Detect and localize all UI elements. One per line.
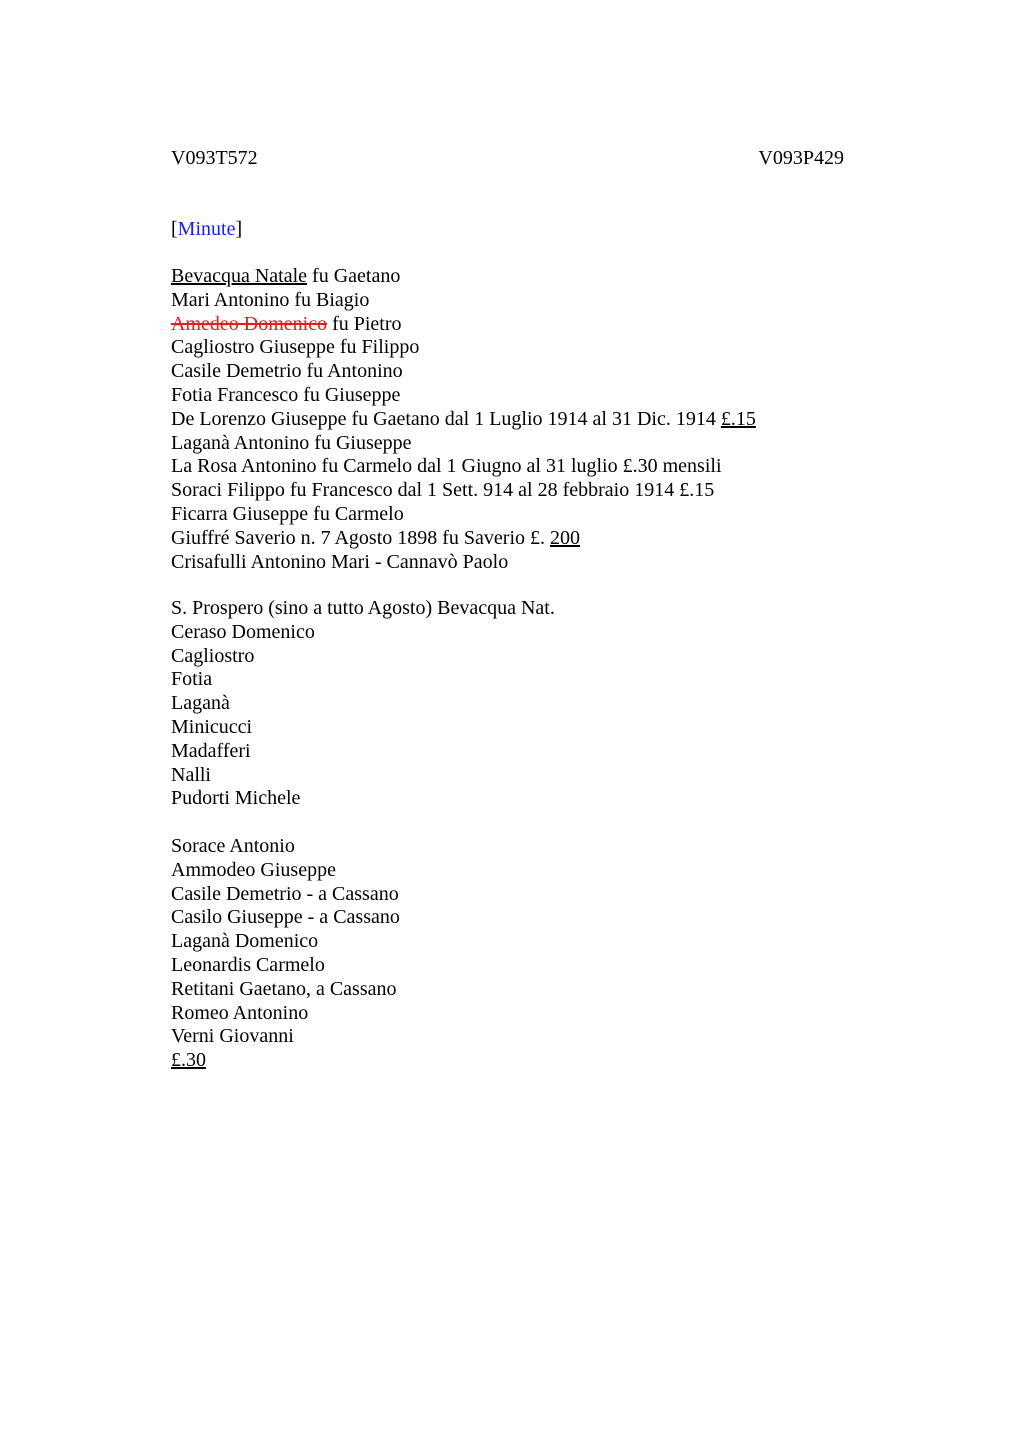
underlined-amount: £.15 — [720, 407, 756, 430]
tag-close-bracket: ] — [235, 218, 243, 240]
list-item: Retitani Gaetano, a Cassano — [171, 977, 397, 1000]
struck-name: Amedeo Domenico — [171, 312, 328, 335]
list-item-text: fu Pietro — [327, 312, 402, 335]
list-item: Laganà Antonino fu Giuseppe — [171, 431, 412, 454]
list-item — [171, 313, 756, 337]
list-item: Mari Antonino fu Biagio — [171, 288, 370, 311]
list-item: S. Prospero (sino a tutto Agosto) Bevacqua Nat. — [171, 597, 555, 619]
list-item: Cagliostro — [171, 644, 255, 667]
names-list-second — [171, 597, 555, 811]
list-item: Fotia Francesco fu Giuseppe — [171, 383, 401, 406]
list-item: Verni Giovanni — [171, 1025, 294, 1048]
underlined-amount: 200 — [550, 526, 581, 549]
list-item: Crisafulli Antonino Mari - Cannavò Paolo — [171, 550, 509, 573]
list-item: La Rosa Antonino fu Carmelo dal 1 Giugno al 31 luglio £.30 mensili — [171, 455, 722, 478]
underlined-total: £.30 — [171, 1049, 206, 1072]
list-item: Casilo Giuseppe - a Cassano — [171, 906, 400, 929]
list-item: Ficarra Giuseppe fu Carmelo — [171, 502, 404, 525]
tag-label: Minute — [177, 218, 236, 240]
names-list-third — [171, 835, 400, 1073]
list-item: Ammodeo Giuseppe — [171, 858, 336, 881]
list-item-text: fu Gaetano — [307, 265, 401, 287]
list-item: Nalli — [171, 763, 211, 786]
list-item: Ceraso Domenico — [171, 620, 315, 643]
list-item: Casile Demetrio fu Antonino — [171, 360, 403, 383]
list-item: Sorace Antonio — [171, 835, 295, 857]
list-item: Soraci Filippo fu Francesco dal 1 Sett. 914 al 28 febbraio 1914 £.15 — [171, 479, 715, 502]
list-item — [171, 265, 756, 289]
document-code-left: V093T572 — [171, 147, 258, 169]
section-tag — [171, 217, 242, 241]
list-item: Fotia — [171, 668, 213, 691]
list-item-text: Giuffré Saverio n. 7 Agosto 1898 fu Saverio £. — [171, 526, 551, 549]
list-item: Laganà Domenico — [171, 930, 319, 953]
document-code-right: V093P429 — [758, 147, 844, 169]
list-item: Leonardis Carmelo — [171, 953, 325, 976]
list-item-text: De Lorenzo Giuseppe fu Gaetano dal 1 Luglio 1914 al 31 Dic. 1914 — [171, 407, 721, 430]
list-item — [171, 408, 756, 432]
underlined-name: Bevacqua Natale — [171, 265, 308, 287]
list-item: Laganà — [171, 692, 230, 715]
list-item: Cagliostro Giuseppe fu Filippo — [171, 336, 420, 359]
list-item: Minicucci — [171, 715, 253, 738]
list-item: Pudorti Michele — [171, 787, 301, 810]
tag-open-bracket: [ — [171, 218, 178, 240]
names-list-main — [171, 265, 756, 574]
list-item — [171, 527, 756, 551]
list-item: Romeo Antonino — [171, 1001, 309, 1024]
list-item: Madafferi — [171, 739, 251, 762]
list-item: Casile Demetrio - a Cassano — [171, 882, 399, 905]
